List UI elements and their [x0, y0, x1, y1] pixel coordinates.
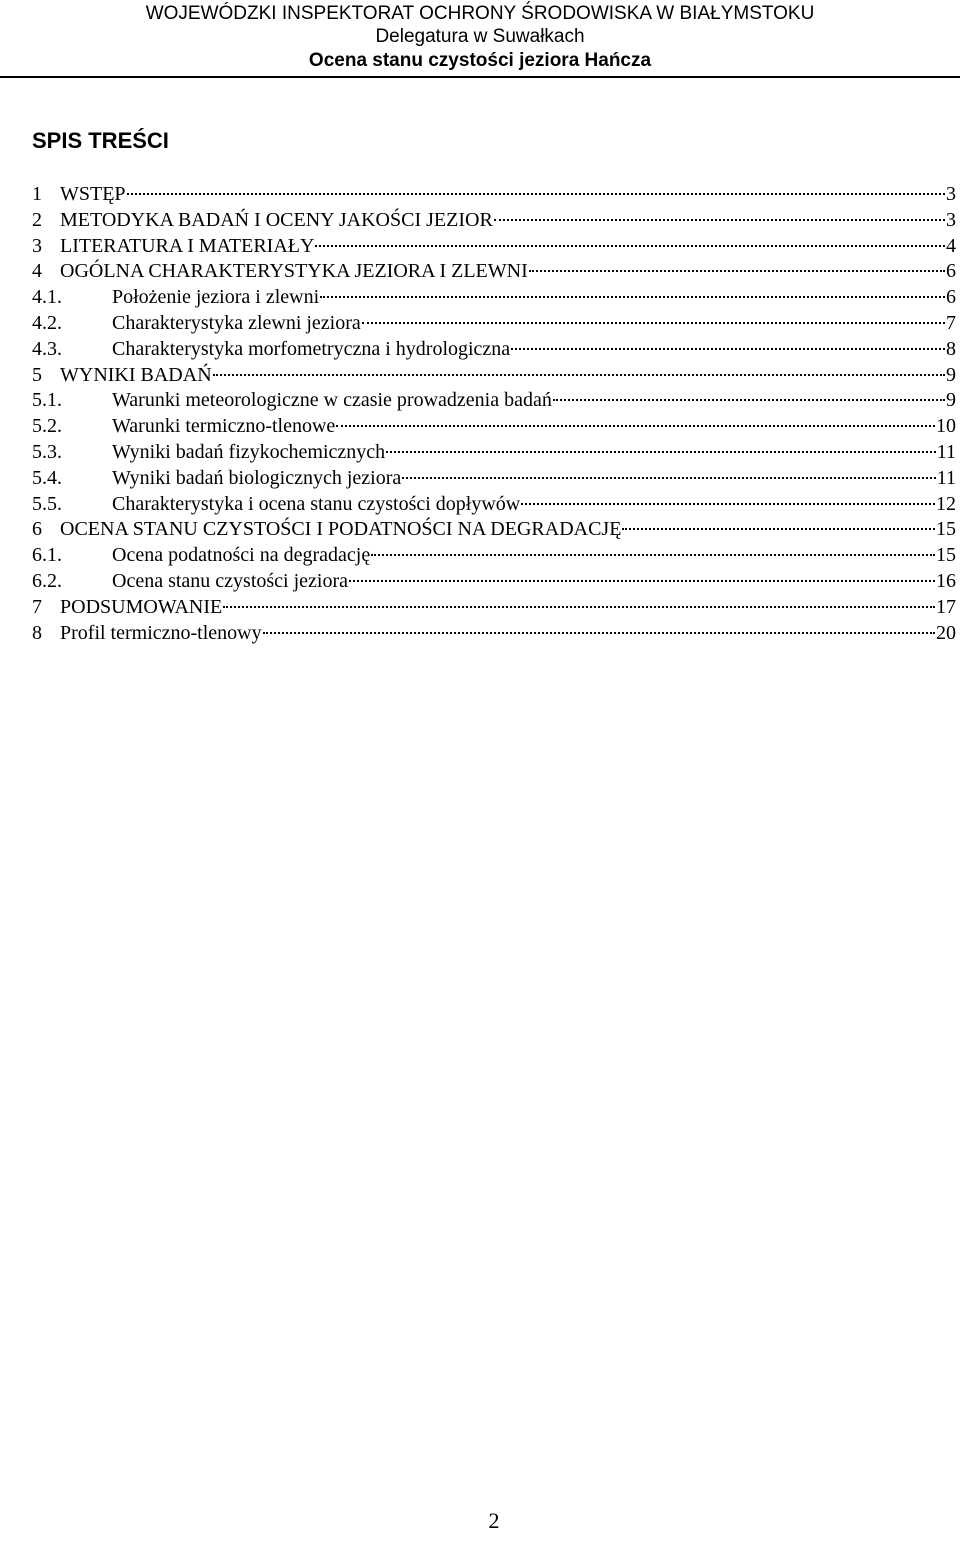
toc-entry[interactable]: [32, 207, 956, 233]
toc-entry-page: 20: [936, 621, 956, 644]
toc-entry-number: 5.3.: [32, 440, 62, 463]
toc-entry-number: 4: [32, 260, 42, 283]
toc-entry-number: 4.2.: [32, 311, 62, 334]
toc-entry-page: 15: [936, 544, 956, 567]
toc-entry-label: Warunki meteorologiczne w czasie prowadzenia badań: [112, 389, 552, 412]
toc-dot-leader: [494, 219, 945, 221]
toc-entry-label: Położenie jeziora i zlewni: [112, 286, 320, 309]
toc-dot-leader: [315, 245, 945, 247]
toc-dot-leader: [553, 399, 945, 401]
toc-entry[interactable]: [32, 336, 956, 362]
toc-entry-number: 5.2.: [32, 415, 62, 438]
toc-entry-label: LITERATURA I MATERIAŁY: [60, 234, 315, 257]
toc-entry[interactable]: [32, 491, 956, 517]
toc-entry-number: 5: [32, 363, 42, 386]
toc-entry-number: 2: [32, 208, 42, 231]
toc-entry-label: Wyniki badań fizykochemicznych: [112, 440, 386, 463]
toc-dot-leader: [402, 477, 935, 479]
toc-entry[interactable]: [32, 568, 956, 594]
toc-entry-number: 5.4.: [32, 466, 62, 489]
toc-entry-label: Charakterystyka morfometryczna i hydrologiczna: [112, 337, 511, 360]
toc-entry-page: 17: [936, 595, 956, 618]
toc-dot-leader: [320, 296, 945, 298]
toc-entry[interactable]: [32, 181, 956, 207]
toc-entry[interactable]: [32, 542, 956, 568]
toc-entry-number: 5.5.: [32, 492, 62, 515]
toc-dot-leader: [223, 606, 935, 608]
toc-entry[interactable]: [32, 620, 956, 646]
page-header: [0, 0, 960, 78]
header-document-title: Ocena stanu czystości jeziora Hańcza: [308, 50, 652, 71]
toc-entry-number: 3: [32, 234, 42, 257]
toc-entry[interactable]: [32, 258, 956, 284]
toc-entry-page: 3: [946, 183, 956, 205]
toc-entry-page: 4: [946, 234, 956, 257]
toc-entry[interactable]: [32, 465, 956, 491]
toc-entry-label: WYNIKI BADAŃ: [60, 363, 212, 386]
toc-entry-page: 12: [936, 492, 956, 515]
toc-title: SPIS TREŚCI: [32, 128, 169, 153]
toc-entry-page: 8: [946, 337, 956, 360]
toc-entry-page: 3: [946, 208, 956, 231]
toc-entry-label: Profil termiczno-tlenowy: [60, 621, 262, 644]
toc-entry-page: 9: [946, 363, 956, 386]
toc-entry-label: METODYKA BADAŃ I OCENY JAKOŚCI JEZIOR: [60, 208, 493, 231]
toc-entry-label: Charakterystyka zlewni jeziora: [112, 311, 361, 334]
toc-entry-label: OCENA STANU CZYSTOŚCI I PODATNOŚCI NA DEGRADACJĘ: [60, 518, 622, 541]
toc-dot-leader: [622, 528, 935, 530]
toc-dot-leader: [511, 348, 945, 350]
toc-entry-page: 9: [946, 389, 956, 412]
toc-entry-page: 7: [946, 311, 956, 334]
toc-entry-page: 6: [946, 286, 956, 309]
toc-entry[interactable]: [32, 594, 956, 620]
toc-dot-leader: [521, 503, 935, 505]
toc-entry-number: 4.1.: [32, 286, 62, 309]
table-of-contents: [32, 181, 956, 645]
toc-entry-number: 1: [32, 183, 42, 205]
toc-entry-number: 5.1.: [32, 389, 62, 412]
toc-entry-page: 16: [936, 569, 956, 592]
toc-entry[interactable]: [32, 413, 956, 439]
toc-entry[interactable]: [32, 516, 956, 542]
toc-dot-leader: [213, 374, 945, 376]
toc-dot-leader: [127, 193, 945, 195]
toc-entry[interactable]: [32, 233, 956, 259]
toc-entry[interactable]: [32, 310, 956, 336]
toc-entry-label: Ocena podatności na degradację: [112, 544, 371, 567]
toc-dot-leader: [336, 425, 935, 427]
toc-entry[interactable]: [32, 362, 956, 388]
toc-entry[interactable]: [32, 387, 956, 413]
toc-entry[interactable]: [32, 284, 956, 310]
toc-entry-label: Wyniki badań biologicznych jeziora: [112, 466, 402, 489]
toc-entry-label: WSTĘP: [60, 183, 126, 205]
toc-entry-number: 6: [32, 518, 42, 541]
toc-dot-leader: [529, 270, 945, 272]
toc-entry-label: Warunki termiczno-tlenowe: [112, 415, 336, 438]
toc-entry-number: 4.3.: [32, 337, 62, 360]
toc-entry-label: PODSUMOWANIE: [60, 595, 223, 618]
toc-dot-leader: [263, 632, 935, 634]
header-institution: WOJEWÓDZKI INSPEKTORAT OCHRONY ŚRODOWISKA W BIAŁYMSTOKU: [145, 3, 815, 24]
toc-entry-label: Ocena stanu czystości jeziora: [112, 569, 349, 592]
toc-dot-leader: [362, 322, 945, 324]
toc-entry-page: 11: [936, 440, 956, 463]
toc-entry-number: 7: [32, 595, 42, 618]
toc-entry-number: 6.1.: [32, 544, 62, 567]
toc-entry-page: 15: [936, 518, 956, 541]
toc-entry-label: Charakterystyka i ocena stanu czystości dopływów: [112, 492, 521, 515]
toc-dot-leader: [386, 451, 936, 453]
toc-dot-leader: [349, 580, 935, 582]
header-delegation: Delegatura w Suwałkach: [375, 26, 585, 47]
toc-entry-label: OGÓLNA CHARAKTERYSTYKA JEZIORA I ZLEWNI: [60, 260, 528, 283]
page-number: 2: [488, 1508, 500, 1533]
toc-entry-page: 10: [936, 415, 956, 438]
toc-entry-number: 6.2.: [32, 569, 62, 592]
toc-dot-leader: [371, 554, 935, 556]
toc-entry-page: 6: [946, 260, 956, 283]
toc-entry-number: 8: [32, 621, 42, 644]
toc-entry[interactable]: [32, 439, 956, 465]
toc-entry-page: 11: [936, 466, 956, 489]
